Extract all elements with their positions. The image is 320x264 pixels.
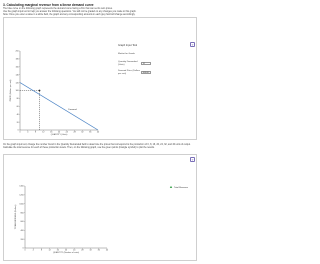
x-tick-label: 24 <box>65 131 68 134</box>
demand-chart <box>3 48 118 138</box>
x-tick-label: 20 <box>64 249 68 252</box>
y-tick-label: 400 <box>20 229 24 232</box>
y-tick-label: 140 <box>15 74 19 77</box>
total-revenue-legend-label: Total Revenue <box>174 186 188 189</box>
demand-curve <box>17 83 98 132</box>
quantity-demanded-label: Quantity Demanded (Units) <box>118 61 138 66</box>
x-tick-label: 4 <box>32 249 34 252</box>
selected-point <box>39 90 41 92</box>
x-axis-label: QUANTITY (Units) <box>50 134 68 136</box>
demand-curve-label: Demand <box>68 109 77 112</box>
x-tick-label: 24 <box>73 249 76 252</box>
x-tick-label: 20 <box>57 131 61 134</box>
x-axis-label: QUANTITY (Number of units) <box>52 252 80 254</box>
total-revenue-legend-marker <box>170 186 172 188</box>
x-tick-label: 40 <box>96 131 100 134</box>
y-tick-label: 1200 <box>19 194 24 197</box>
y-tick-label: 200 <box>20 238 24 241</box>
instructions-text: Use the graph input tool to help you answer the following questions. You will not be graded on any changes you make to this graph. <box>3 11 137 13</box>
x-tick-label: 8 <box>35 131 37 134</box>
x-tick-label: 16 <box>56 249 59 252</box>
x-tick-label: 0 <box>24 249 26 252</box>
y-tick-label: 60 <box>16 106 19 108</box>
y-tick-label: 20 <box>16 121 19 124</box>
x-tick-label: 36 <box>89 131 92 134</box>
y-tick-label: 1000 <box>19 203 24 206</box>
total-revenue-chart-plot <box>14 186 189 254</box>
quantity-demanded-input[interactable]: 10 <box>141 62 151 65</box>
x-tick-label: 8 <box>40 249 42 252</box>
note-text: Note: Once you enter a value in a white field, the graph and any corresponding amounts in each grey field will change accordingly. <box>3 14 136 16</box>
y-tick-label: 0 <box>17 129 19 132</box>
panel-title: Graph Input Tool <box>118 44 138 47</box>
demand-chart-plot <box>9 51 100 136</box>
y-tick-label: 180 <box>15 58 19 61</box>
help-icon[interactable]: ? <box>191 43 194 47</box>
x-tick-label: 12 <box>42 131 45 134</box>
y-tick-label: 120 <box>15 82 19 85</box>
y-tick-label: 160 <box>15 66 19 69</box>
y-tick-label: 1400 <box>19 185 24 188</box>
x-tick-label: 32 <box>81 131 84 134</box>
y-tick-label: 600 <box>20 221 24 224</box>
total-revenue-chart <box>3 156 197 260</box>
y-tick-label: 40 <box>16 113 19 116</box>
x-tick-label: 32 <box>89 249 92 252</box>
x-tick-label: 16 <box>50 131 53 134</box>
page-title: 3. Calculating marginal revenue from a linear demand curve <box>3 3 94 7</box>
graph-input-panel <box>118 44 170 84</box>
y-tick-label: 200 <box>15 50 19 53</box>
x-tick-label: 36 <box>97 249 100 252</box>
x-tick-label: 12 <box>48 249 51 252</box>
x-tick-label: 28 <box>81 249 84 252</box>
x-tick-label: 0 <box>19 131 21 134</box>
demand-price-field: 100.00 <box>141 71 151 74</box>
demand-price-label: Demand Price (Dollars per unit) <box>118 70 141 75</box>
x-tick-label: 4 <box>27 131 29 134</box>
y-tick-label: 80 <box>16 98 19 101</box>
y-tick-label: 0 <box>22 247 24 250</box>
y-axis-label: PRICE (Dollars per unit) <box>10 79 12 102</box>
question-2-text: On the graph input tool, change the number found in the Quantity Demanded field to determine the prices that correspond to the production of 0, 8, 16, 20, 24, 32, and 40 units of output. Calculate the total revenue for each of these production levels. Then, on the following graph, use the green points (triangle symbol) to plot the results. <box>3 144 191 149</box>
x-tick-label: 28 <box>73 131 76 134</box>
y-axis-label: TOTAL REVENUE (Dollars) <box>15 204 17 230</box>
x-tick-label: 40 <box>105 249 109 252</box>
y-tick-label: 800 <box>20 212 24 215</box>
intro-text: The blue curve on the following graph represents the demand curve facing a firm that can set its own prices. <box>3 8 113 10</box>
market-label: Market for Goods <box>118 53 135 55</box>
y-tick-label: 100 <box>15 90 19 93</box>
help-icon[interactable]: ? <box>191 158 194 162</box>
